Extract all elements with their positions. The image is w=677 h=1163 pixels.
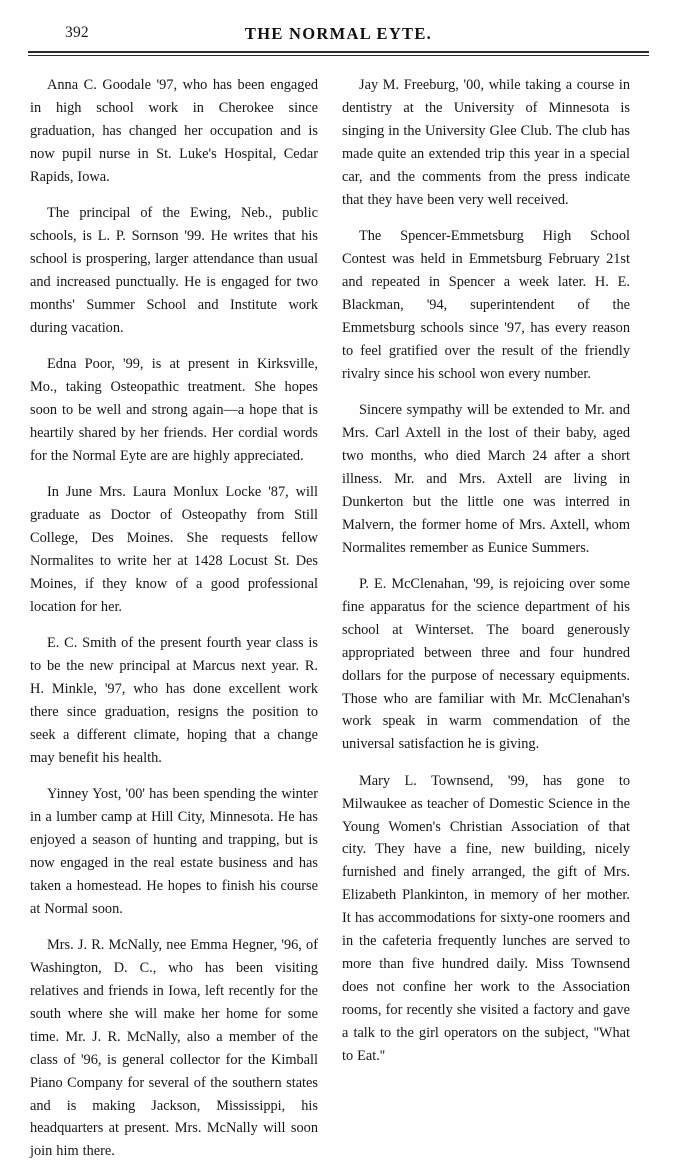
paragraph: Edna Poor, '99, is at present in Kirksville, Mo., taking Osteopathic treatment. She hopes soon to be well and strong again—a hope that is heartily shared by her friends. Her cordial words for the Normal Eyte are are highly appreciated. xyxy=(30,356,318,464)
paragraph: The principal of the Ewing, Neb., public schools, is L. P. Sornson '99. He writes that his school is prospering, larger attendance than usual and increased punctually. He is engaged for two months' Summer School and Institute work during vacation. xyxy=(30,205,318,336)
paragraph: Mary L. Townsend, '99, has gone to Milwaukee as teacher of Domestic Science in the Young Women's Christian Association of that city. They have a fine, new building, nicely furnished and finely arranged, the gift of Mrs. Elizabeth Plankinton, in memory of her mother. It has accommodations for sixty-one roomers and in the cafeteria frequently lunches are served to more than five hundred daily. Miss Townsend does not confine her work to the Association rooms, for recently she visited a factory and gave a talk to the girl operators on the subject, ''What to Eat.'' xyxy=(342,772,630,1064)
paragraph: Anna C. Goodale '97, who has been engaged in high school work in Cherokee since graduation, has changed her occupation and is now pupil nurse in St. Luke's Hospital, Cedar Rapids, Iowa. xyxy=(30,77,318,186)
paragraph: Sincere sympathy will be extended to Mr. and Mrs. Carl Axtell in the lost of their baby, aged two months, who died March 24 after a short illness. Mr. and Mrs. Axtell are living in Dunkerton but the little one was interred in Malvern, the former home of Mrs. Axtell, whom Normalites remember as Eunice Summers. xyxy=(342,402,630,556)
column-right xyxy=(342,74,630,1163)
paragraph: Jay M. Freeburg, '00, while taking a course in dentistry at the University of Minnesota is singing in the University Glee Club. The club has made quite an extended trip this year in a special car, and the comments from the press indicate that they have been very well received. xyxy=(342,77,630,208)
page-header xyxy=(36,0,641,46)
paragraph: The Spencer-Emmetsburg High School Contest was held in Emmetsburg February 21st and repeated in Spencer a week later. H. E. Blackman, '94, superintendent of the Emmetsburg schools since '97, has every reason to feel gratified over the result of the friendly rivalry since his school won every number. xyxy=(342,228,630,382)
paragraph: E. C. Smith of the present fourth year class is to be the new principal at Marcus next year. R. H. Minkle, '97, who has done excellent work there since graduation, resigns the position to seek a different climate, hoping that a change may benefit his health. xyxy=(30,635,318,766)
paragraph: Mrs. J. R. McNally, nee Emma Hegner, '96, of Washington, D. C., who has been visiting relatives and friends in Iowa, left recently for the south where she will make her home for some time. Mr. J. R. McNally, also a member of the class of '96, is general collector for the Kimball Piano Company for several of the southern states and is making Jackson, Mississippi, his headquarters at present. Mrs. McNally will soon join him there. xyxy=(30,937,318,1160)
body-columns xyxy=(30,74,647,1163)
page-number: 392 xyxy=(65,24,89,41)
paragraph: Yinney Yost, '00' has been spending the winter in a lumber camp at Hill City, Minnesota. He has enjoyed a season of hunting and trapping, but is now engaged in the real estate business and has taken a homestead. He hopes to finish his course at Normal soon. xyxy=(30,786,318,917)
running-title: THE NORMAL EYTE. xyxy=(244,24,433,43)
header-double-rule xyxy=(28,51,649,56)
paragraph: In June Mrs. Laura Monlux Locke '87, will graduate as Doctor of Osteopathy from Still College, Des Moines. She requests fellow Normalites to write her at 1428 Locust St. Des Moines, if they know of a good professional location for her. xyxy=(30,484,318,615)
paragraph: P. E. McClenahan, '99, is rejoicing over some fine apparatus for the science department of his school at Winterset. The board generously appropriated between three and four hundred dollars for the purpose of necessary equipments. Those who are familiar with Mr. McClenahan's work speak in warm commendation of the universal satisfaction he is giving. xyxy=(342,576,630,753)
column-left xyxy=(30,74,318,1163)
